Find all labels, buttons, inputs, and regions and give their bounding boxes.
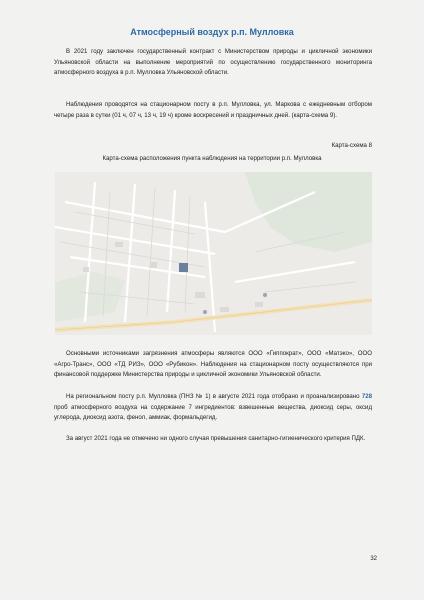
map-label: Карта-схема 8	[331, 142, 372, 149]
map-caption: Карта-схема расположения пункта наблюдения на территории р.п. Мулловка	[102, 155, 322, 162]
paragraph-observations: Наблюдения проводятся на стационарном посту в р.п. Мулловка, ул. Маркова с ежедневным отбором четыре раза в сутки (01 ч, 07 ч, 13 ч, 19 ч) кроме воскресений и праздничных дней. (карта-схема 9).	[54, 101, 372, 119]
samples-text-before: На региональном посту р.п. Мулловка (ПНЗ № 1) в августе 2021 года отобрано и проанализировано	[66, 393, 362, 400]
page-title: Атмосферный воздух р.п. Мулловка	[130, 27, 294, 37]
paragraph-sources: Основными источниками загрязнения атмосферы являются ООО «Гиппократ», ООО «Матэко», ООО «Агро-Транс», ООО «ТД РИЗ», ООО «Рубикон». Наблюдения на стационарном посту осуществляются при финансовой поддержке Министерства природы и цикличной экономики Ульяновской области.	[54, 350, 372, 379]
samples-count: 728	[361, 393, 372, 400]
map-image	[55, 172, 372, 335]
samples-text-after: проб атмосферного воздуха на содержание 7 ингредиентов: взвешенные вещества, диоксид серы, оксид углерода, диоксид азота, фенол, аммиак, формальдегид.	[54, 403, 372, 422]
paragraph-contract: В 2021 году заключен государственный контракт с Министерством природы и цикличной экономики Ульяновской области на выполнение мероприятий по осуществлению государственного мониторинга атмосферного воздуха в р.п. Мулловка Ульяновской области.	[54, 48, 372, 77]
station-marker	[179, 263, 188, 272]
location-map	[55, 172, 372, 335]
paragraph-conclusion: За август 2021 года не отмечено ни одного случая превышения санитарно-гигиенического критерия ПДК.	[66, 435, 366, 442]
page-number: 32	[370, 556, 377, 562]
paragraph-samples	[54, 392, 372, 424]
